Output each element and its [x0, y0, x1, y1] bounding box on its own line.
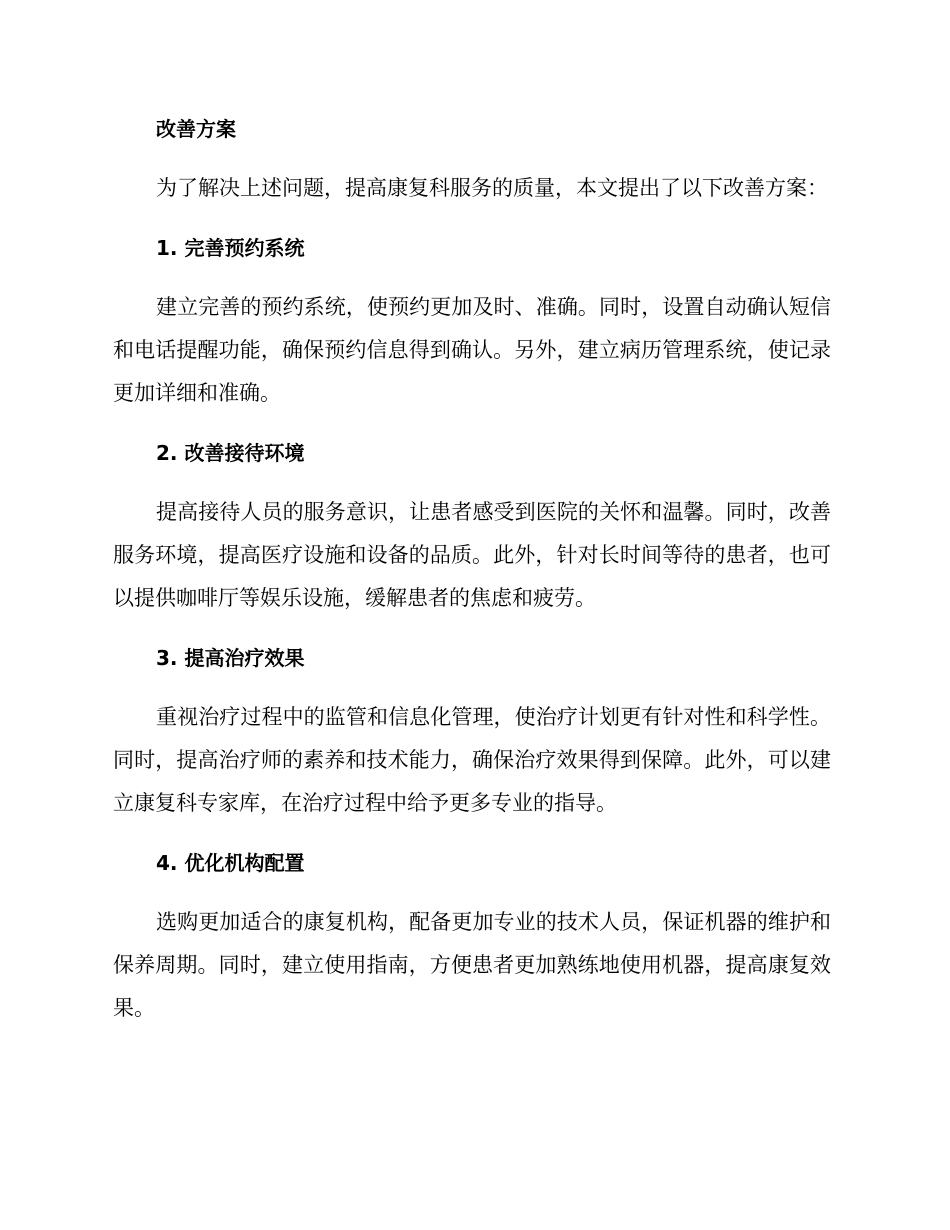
document-page [113, 108, 831, 1030]
section-heading-1: 1. 完善预约系统 [156, 236, 305, 260]
document-title: 改善方案 [156, 117, 236, 141]
section-body-2: 提高接待人员的服务意识，让患者感受到医院的关怀和温馨。同时，改善服务环境，提高医疗设施和设备的品质。此外，针对长时间等待的患者，也可以提供咖啡厅等娱乐设施，缓解患者的焦虑和疲劳。 [113, 500, 831, 610]
section-heading-4: 4. 优化机构配置 [156, 851, 305, 875]
section-body-3: 重视治疗过程中的监管和信息化管理，使治疗计划更有针对性和科学性。同时，提高治疗师的素养和技术能力，确保治疗效果得到保障。此外，可以建立康复科专家库，在治疗过程中给予更多专业的指导。 [113, 705, 831, 815]
section-heading-3: 3. 提高治疗效果 [156, 646, 305, 670]
section-body-4: 选购更加适合的康复机构，配备更加专业的技术人员，保证机器的维护和保养周期。同时，建立使用指南，方便患者更加熟练地使用机器，提高康复效果。 [113, 910, 831, 1020]
section-body-1: 建立完善的预约系统，使预约更加及时、准确。同时，设置自动确认短信和电话提醒功能，确保预约信息得到确认。另外，建立病历管理系统，使记录更加详细和准确。 [113, 295, 831, 405]
section-heading-2: 2. 改善接待环境 [156, 441, 305, 465]
intro-paragraph: 为了解决上述问题，提高康复科服务的质量，本文提出了以下改善方案： [156, 176, 828, 200]
